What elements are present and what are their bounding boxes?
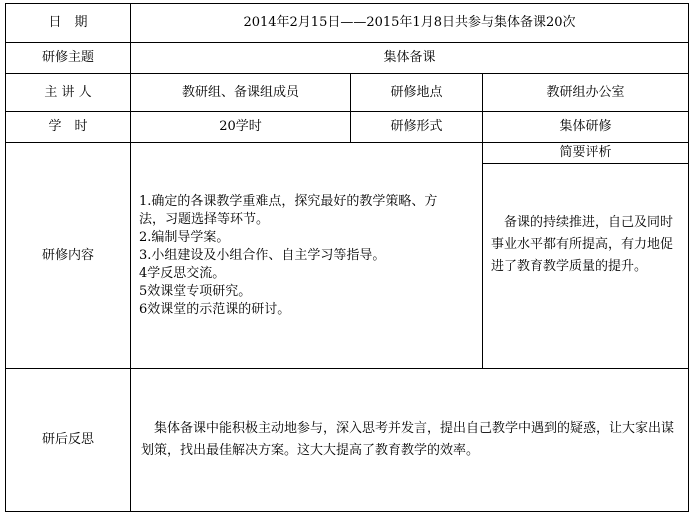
topic-value <box>130 42 689 74</box>
form-label <box>350 111 483 143</box>
content-item: 2.编制导学案。 <box>139 229 230 245</box>
comment-label-text: 简要评析 <box>559 145 612 160</box>
hours-value <box>130 111 351 143</box>
topic-label-text: 研修主题 <box>41 50 94 65</box>
place-label <box>350 73 483 112</box>
content-body <box>130 142 483 369</box>
place-value <box>482 73 689 112</box>
reflection-body-text: 集体备课中能积极主动地参与，深入思考并发言，提出自己教学中遇到的疑惑，让大家出谋划策，找出最佳解决方案。这大大提高了教育教学的效率。 <box>141 421 675 458</box>
reflection-label <box>5 368 131 512</box>
date-label <box>5 3 131 43</box>
content-item: 5效课堂专项研究。 <box>139 283 252 299</box>
topic-value-text: 集体备课 <box>383 50 436 65</box>
form-value <box>482 111 689 143</box>
form-label-text: 研修形式 <box>390 119 443 134</box>
place-label-text: 研修地点 <box>390 84 443 100</box>
speaker-value <box>130 73 351 112</box>
content-item: 6效课堂的示范课的研讨。 <box>139 301 291 317</box>
hours-label <box>5 111 131 143</box>
content-label <box>5 142 131 369</box>
content-item: 4学反思交流。 <box>139 265 226 281</box>
speaker-label <box>5 73 131 112</box>
research-record-table <box>5 3 689 512</box>
date-value <box>130 3 689 43</box>
form-value-text: 集体研修 <box>559 119 612 134</box>
place-value-text: 教研组办公室 <box>546 84 625 100</box>
speaker-label-text: 主 讲 人 <box>44 84 92 100</box>
hours-label-text: 学 时 <box>48 119 88 134</box>
hours-value-text: 20学时 <box>219 119 262 134</box>
comment-body-text: 备课的持续推进，自己及同时事业水平都有所提高，有力地促进了教育教学质量的提升。 <box>491 215 674 274</box>
content-item: 法，习题选择等环节。 <box>139 211 270 227</box>
content-label-text: 研修内容 <box>41 247 94 263</box>
reflection-label-text: 研后反思 <box>41 432 94 447</box>
content-item: 1.确定的各课教学重难点，探究最好的教学策略、方 <box>139 193 438 209</box>
date-value-text: 2014年2月15日——2015年1月8日共参与集体备课20次 <box>243 15 576 30</box>
comment-body <box>482 163 689 369</box>
comment-label <box>482 142 689 164</box>
speaker-value-text: 教研组、备课组成员 <box>181 84 299 100</box>
content-list <box>139 193 437 319</box>
reflection-body <box>130 368 689 512</box>
content-item: 3.小组建设及小组合作、自主学习等指导。 <box>139 247 386 263</box>
date-label-text: 日 期 <box>48 15 88 30</box>
topic-label <box>5 42 131 74</box>
